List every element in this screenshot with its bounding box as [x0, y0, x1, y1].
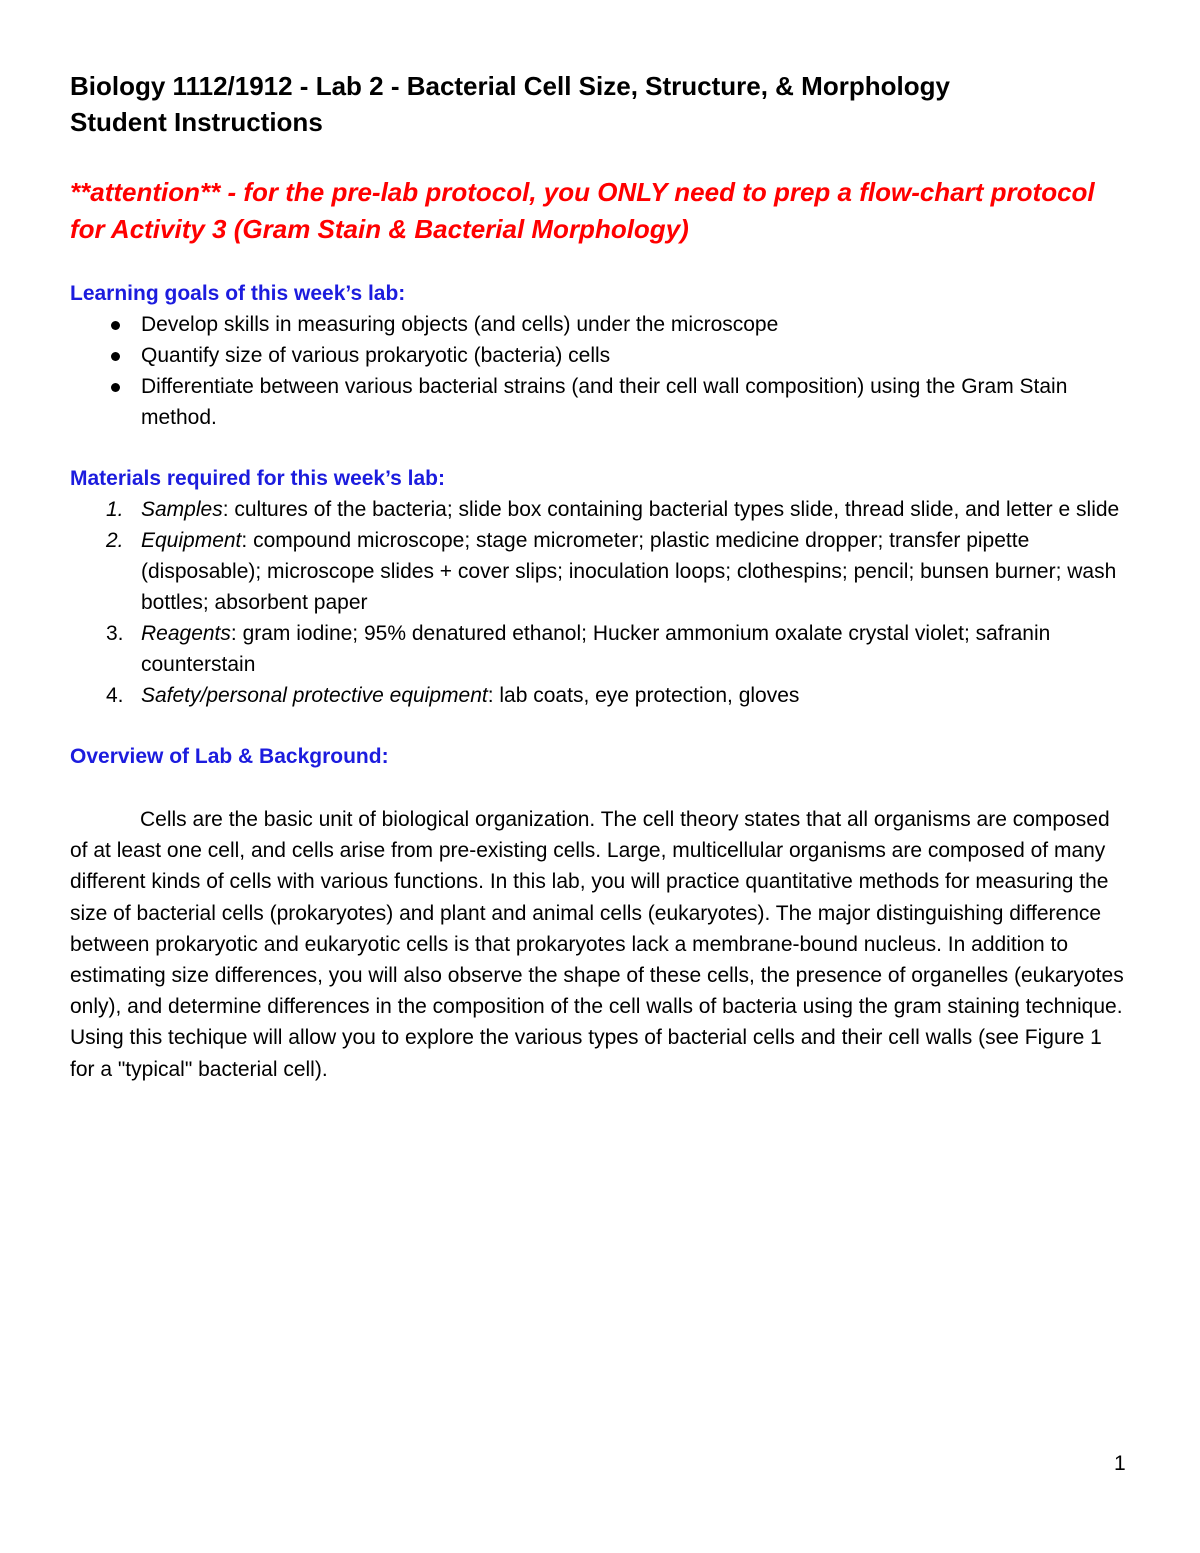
materials-list [70, 494, 1130, 711]
list-item [70, 525, 1130, 618]
material-label: Samples [141, 498, 223, 521]
material-text: : lab coats, eye protection, gloves [487, 684, 800, 707]
material-label: Equipment [141, 529, 242, 552]
title-line-1: Biology 1112/1912 - Lab 2 - Bacterial Cell Size, Structure, & Morphology [70, 71, 950, 101]
title-line-2: Student Instructions [70, 107, 323, 137]
material-text: : cultures of the bacteria; slide box containing bacterial types slide, thread slide, and letter e slide [222, 498, 1120, 521]
learning-goals-list [70, 309, 1130, 433]
attention-note: **attention** - for the pre-lab protocol, you ONLY need to prep a flow-chart protocol for Activity 3 (Gram Stain & Bacterial Morphology) [70, 177, 1095, 244]
list-item [70, 371, 1130, 433]
bullet-icon [111, 321, 120, 330]
list-number: 1. [106, 498, 124, 521]
list-number: 4. [106, 684, 124, 707]
bullet-icon [111, 383, 120, 392]
document-title [70, 68, 1130, 140]
goal-text: Develop skills in measuring objects (and cells) under the microscope [141, 313, 779, 336]
learning-goals-heading: Learning goals of this week’s lab: [70, 282, 406, 305]
material-label: Reagents [141, 622, 231, 645]
list-item [70, 680, 1130, 711]
page-number: 1 [1114, 1452, 1126, 1475]
list-number: 2. [106, 529, 124, 552]
goal-text: Quantify size of various prokaryotic (bacteria) cells [141, 344, 611, 367]
list-item [70, 494, 1130, 525]
list-number: 3. [106, 622, 124, 645]
bullet-icon [111, 352, 120, 361]
material-text: : gram iodine; 95% denatured ethanol; Hucker ammonium oxalate crystal violet; safranin counterstain [141, 622, 1051, 676]
list-item [70, 309, 1130, 340]
overview-heading: Overview of Lab & Background: [70, 745, 389, 768]
materials-heading: Materials required for this week’s lab: [70, 467, 446, 490]
material-text: : compound microscope; stage micrometer; plastic medicine dropper; transfer pipette (disposable); microscope slides + cover slips; inoculation loops; clothespins; pencil; bunsen burner; wash bottles; absorbent paper [141, 529, 1117, 614]
list-item [70, 618, 1130, 680]
goal-text: Differentiate between various bacterial strains (and their cell wall composition) using the Gram Stain method. [141, 375, 1068, 429]
list-item [70, 340, 1130, 371]
overview-paragraph: Cells are the basic unit of biological organization. The cell theory states that all organisms are composed of at least one cell, and cells arise from pre-existing cells. Large, multicellular organisms are composed of many different kinds of cells with various functions. In this lab, you will practice quantitative methods for measuring the size of bacterial cells (prokaryotes) and plant and animal cells (eukaryotes). The major distinguishing difference between prokaryotic and eukaryotic cells is that prokaryotes lack a membrane-bound nucleus. In addition to estimating size differences, you will also observe the shape of these cells, the presence of organelles (eukaryotes only), and determine differences in the composition of the cell walls of bacteria using the gram staining technique. Using this techique will allow you to explore the various types of bacterial cells and their cell walls (see Figure 1 for a "typical" bacterial cell). [70, 808, 1124, 1081]
document-page [70, 68, 1130, 1085]
material-label: Safety/personal protective equipment [141, 684, 488, 707]
